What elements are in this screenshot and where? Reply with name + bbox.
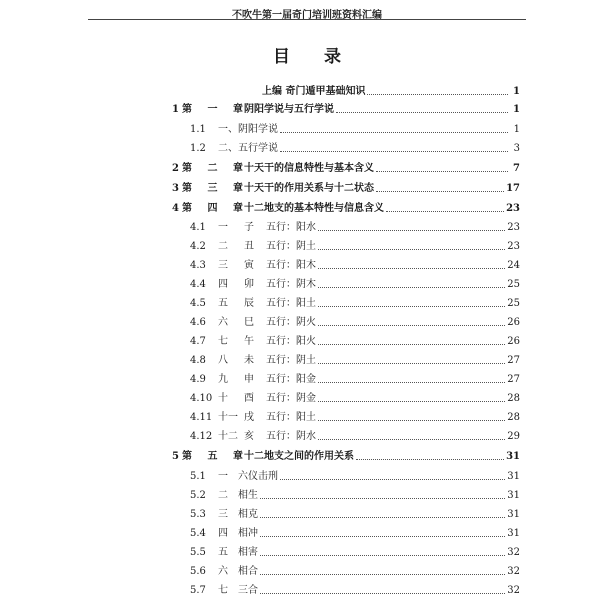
leader-dots xyxy=(356,459,504,460)
branch-element: 五行：阴水 xyxy=(266,431,316,442)
section-ordinal: 九 xyxy=(218,374,228,385)
leader-dots xyxy=(318,268,505,269)
toc-page-number: 31 xyxy=(507,490,520,501)
toc-chapter-entry[interactable] xyxy=(172,161,520,175)
toc-page-number: 7 xyxy=(513,163,520,174)
chapter-word: 第 二 章 xyxy=(182,163,249,174)
section-number: 1.2 xyxy=(190,143,206,154)
section-ordinal: 十一 xyxy=(218,412,238,423)
section-ordinal: 八 xyxy=(218,355,228,366)
toc-section-entry[interactable] xyxy=(190,296,520,310)
toc-part-entry[interactable] xyxy=(262,84,520,98)
toc-section-entry[interactable] xyxy=(190,429,520,443)
section-number: 5.7 xyxy=(190,585,206,596)
chapter-number: 2 xyxy=(172,163,179,174)
chapter-title: 十二地支之间的作用关系 xyxy=(244,451,354,462)
branch-name: 酉 xyxy=(244,393,254,404)
chapter-word: 第 三 章 xyxy=(182,183,249,194)
branch-element: 五行：阳火 xyxy=(266,336,316,347)
toc-section-entry[interactable] xyxy=(190,507,520,521)
toc-chapter-entry[interactable] xyxy=(172,181,520,195)
leader-dots xyxy=(376,191,504,192)
leader-dots xyxy=(318,287,505,288)
toc-part-label: 上编 奇门遁甲基础知识 xyxy=(262,86,366,97)
toc-page-number: 27 xyxy=(507,355,520,366)
toc-section-entry[interactable] xyxy=(190,545,520,559)
toc-page-number: 31 xyxy=(507,471,520,482)
toc-section-entry[interactable] xyxy=(190,488,520,502)
chapter-number: 1 xyxy=(172,104,179,115)
leader-dots xyxy=(260,536,505,537)
branch-element: 五行：阴金 xyxy=(266,393,316,404)
section-ordinal: 十 xyxy=(218,393,228,404)
toc-page-number: 3 xyxy=(513,143,520,154)
branch-element: 五行：阳土 xyxy=(266,298,316,309)
section-number: 4.12 xyxy=(190,431,213,442)
toc-section-entry[interactable] xyxy=(190,469,520,483)
section-ordinal: 三 xyxy=(218,509,228,520)
toc-page-number: 32 xyxy=(507,566,520,577)
toc-page-number: 32 xyxy=(507,585,520,596)
section-number: 4.7 xyxy=(190,336,206,347)
branch-element: 五行：阳金 xyxy=(266,374,316,385)
branch-name: 丑 xyxy=(244,241,254,252)
toc-page-number: 24 xyxy=(507,260,520,271)
section-ordinal: 三 xyxy=(218,260,228,271)
toc-page-number: 31 xyxy=(507,509,520,520)
section-title: 相生 xyxy=(238,490,258,501)
section-number: 5.1 xyxy=(190,471,206,482)
section-number: 4.11 xyxy=(190,412,213,423)
leader-dots xyxy=(318,363,505,364)
branch-element: 五行：阴火 xyxy=(266,317,316,328)
toc-page-number: 31 xyxy=(507,528,520,539)
toc-page-number: 32 xyxy=(507,547,520,558)
section-number: 4.2 xyxy=(190,241,206,252)
section-ordinal: 六 xyxy=(218,317,228,328)
section-number: 5.4 xyxy=(190,528,206,539)
toc-section-entry[interactable] xyxy=(190,526,520,540)
toc-section-entry[interactable] xyxy=(190,277,520,291)
leader-dots xyxy=(336,112,508,113)
toc-section-entry[interactable] xyxy=(190,410,520,424)
section-number: 5.3 xyxy=(190,509,206,520)
section-number: 4.1 xyxy=(190,222,206,233)
section-number: 4.4 xyxy=(190,279,206,290)
toc-page-number: 23 xyxy=(507,222,520,233)
toc-page-number: 31 xyxy=(506,451,520,462)
chapter-title: 十天干的信息特性与基本含义 xyxy=(244,163,374,174)
section-ordinal: 四 xyxy=(218,528,228,539)
section-ordinal: 五 xyxy=(218,298,228,309)
toc-chapter-entry[interactable] xyxy=(172,102,520,116)
leader-dots xyxy=(260,555,505,556)
toc-page-number: 1 xyxy=(513,104,520,115)
toc-section-entry[interactable] xyxy=(190,583,520,597)
leader-dots xyxy=(260,593,505,594)
section-number: 5.5 xyxy=(190,547,206,558)
toc-page-number: 28 xyxy=(507,393,520,404)
section-title: 一、阴阳学说 xyxy=(218,124,278,135)
leader-dots xyxy=(318,306,505,307)
chapter-number: 3 xyxy=(172,183,179,194)
branch-name: 寅 xyxy=(244,260,254,271)
toc-title: 目 录 xyxy=(273,47,355,67)
toc-section-entry[interactable] xyxy=(190,220,520,234)
toc-page-number: 29 xyxy=(507,431,520,442)
section-title: 相克 xyxy=(238,509,258,520)
branch-element: 五行：阴土 xyxy=(266,355,316,366)
section-number: 4.3 xyxy=(190,260,206,271)
toc-page-number: 28 xyxy=(507,412,520,423)
section-title: 相合 xyxy=(238,566,258,577)
section-ordinal: 十二 xyxy=(218,431,238,442)
chapter-title: 十天干的作用关系与十二状态 xyxy=(244,183,374,194)
section-number: 4.6 xyxy=(190,317,206,328)
leader-dots xyxy=(386,211,504,212)
toc-page-number: 26 xyxy=(507,336,520,347)
section-number: 5.2 xyxy=(190,490,206,501)
toc-section-entry[interactable] xyxy=(190,564,520,578)
toc-page-number: 23 xyxy=(506,203,520,214)
section-ordinal: 五 xyxy=(218,547,228,558)
section-number: 1.1 xyxy=(190,124,206,135)
toc-page-number: 26 xyxy=(507,317,520,328)
chapter-title: 十二地支的基本特性与信息含义 xyxy=(244,203,384,214)
section-number: 4.10 xyxy=(190,393,213,404)
chapter-word: 第 五 章 xyxy=(182,451,249,462)
leader-dots xyxy=(280,151,508,152)
leader-dots xyxy=(260,574,505,575)
branch-element: 五行：阴土 xyxy=(266,241,316,252)
section-number: 4.8 xyxy=(190,355,206,366)
branch-name: 卯 xyxy=(244,279,254,290)
section-ordinal: 四 xyxy=(218,279,228,290)
section-ordinal: 二 xyxy=(218,241,228,252)
toc-page-number: 23 xyxy=(507,241,520,252)
leader-dots xyxy=(318,325,505,326)
branch-name: 辰 xyxy=(244,298,254,309)
running-header: 不吹牛第一届奇门培训班资料汇编 xyxy=(232,10,382,21)
leader-dots xyxy=(376,171,508,172)
branch-name: 巳 xyxy=(244,317,254,328)
toc-page-number: 25 xyxy=(507,298,520,309)
branch-name: 未 xyxy=(244,355,254,366)
toc-page-number: 17 xyxy=(506,183,520,194)
branch-name: 申 xyxy=(244,374,254,385)
section-number: 4.9 xyxy=(190,374,206,385)
leader-dots xyxy=(260,498,505,499)
section-ordinal: 七 xyxy=(218,336,228,347)
leader-dots xyxy=(318,439,505,440)
section-ordinal: 一 xyxy=(218,222,228,233)
toc-section-entry[interactable] xyxy=(190,334,520,348)
chapter-title: 阴阳学说与五行学说 xyxy=(244,104,334,115)
leader-dots xyxy=(367,94,508,95)
toc-section-entry[interactable] xyxy=(190,391,520,405)
chapter-word: 第 一 章 xyxy=(182,104,249,115)
toc-chapter-entry[interactable] xyxy=(172,201,520,215)
section-title: 二、五行学说 xyxy=(218,143,278,154)
toc-page-number: 27 xyxy=(507,374,520,385)
toc-chapter-entry[interactable] xyxy=(172,449,520,463)
chapter-number: 4 xyxy=(172,203,179,214)
branch-name: 戌 xyxy=(244,412,254,423)
toc-section-entry[interactable] xyxy=(190,141,520,155)
section-title: 相冲 xyxy=(238,528,258,539)
branch-element: 五行：阳水 xyxy=(266,222,316,233)
section-ordinal: 一 xyxy=(218,471,228,482)
chapter-number: 5 xyxy=(172,451,179,462)
branch-element: 五行：阳土 xyxy=(266,412,316,423)
chapter-word: 第 四 章 xyxy=(182,203,249,214)
branch-element: 五行：阳木 xyxy=(266,260,316,271)
leader-dots xyxy=(280,132,508,133)
branch-name: 亥 xyxy=(244,431,254,442)
toc-section-entry[interactable] xyxy=(190,372,520,386)
section-title: 六仪击刑 xyxy=(238,471,278,482)
header-rule xyxy=(88,19,526,20)
section-ordinal: 二 xyxy=(218,490,228,501)
leader-dots xyxy=(318,344,505,345)
leader-dots xyxy=(318,401,505,402)
toc-section-entry[interactable] xyxy=(190,239,520,253)
toc-section-entry[interactable] xyxy=(190,122,520,136)
branch-name: 子 xyxy=(244,222,254,233)
toc-section-entry[interactable] xyxy=(190,315,520,329)
toc-page-number: 1 xyxy=(513,124,520,135)
section-title: 相害 xyxy=(238,547,258,558)
toc-page-number: 1 xyxy=(513,86,520,97)
toc-section-entry[interactable] xyxy=(190,353,520,367)
leader-dots xyxy=(318,230,505,231)
leader-dots xyxy=(318,382,505,383)
section-title: 三合 xyxy=(238,585,258,596)
section-number: 5.6 xyxy=(190,566,206,577)
leader-dots xyxy=(280,479,505,480)
section-ordinal: 六 xyxy=(218,566,228,577)
leader-dots xyxy=(318,420,505,421)
toc-page-number: 25 xyxy=(507,279,520,290)
section-number: 4.5 xyxy=(190,298,206,309)
section-ordinal: 七 xyxy=(218,585,228,596)
leader-dots xyxy=(260,517,505,518)
branch-name: 午 xyxy=(244,336,254,347)
toc-section-entry[interactable] xyxy=(190,258,520,272)
branch-element: 五行：阴木 xyxy=(266,279,316,290)
leader-dots xyxy=(318,249,505,250)
